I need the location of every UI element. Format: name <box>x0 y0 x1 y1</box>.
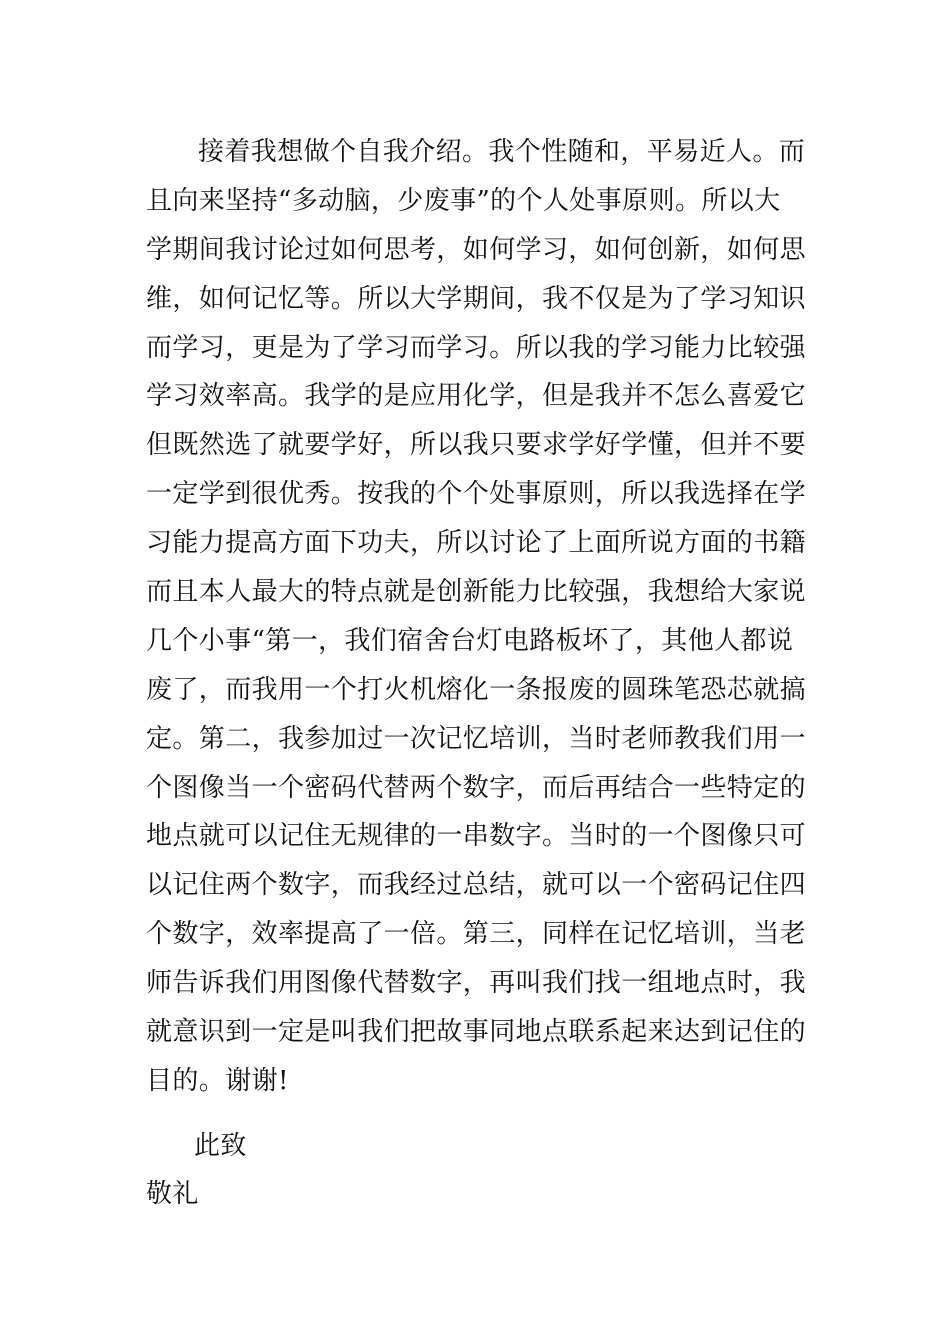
body-paragraph <box>146 128 806 1106</box>
paragraph-line: 就意识到一定是叫我们把故事同地点联系起来达到记住的 <box>146 1017 807 1048</box>
paragraph-line: 地点就可以记住无规律的一串数字。当时的一个图像只可 <box>146 821 807 852</box>
paragraph-line: 目的。谢谢! <box>146 1065 289 1096</box>
paragraph-line: 定。第二，我参加过一次记忆培训，当时老师教我们用一 <box>146 723 807 754</box>
closing-regards: 敬礼 <box>146 1179 199 1209</box>
paragraph-line: 一定学到很优秀。按我的个个处事原则，所以我选择在学 <box>146 479 807 510</box>
paragraph-line: 师告诉我们用图像代替数字，再叫我们找一组地点时，我 <box>146 968 807 999</box>
paragraph-line: 维，如何记忆等。所以大学期间，我不仅是为了学习知识 <box>146 283 807 314</box>
paragraph-line: 习能力提高方面下功夫，所以讨论了上面所说方面的书籍 <box>146 528 807 559</box>
paragraph-line: 以记住两个数字，而我经过总结，就可以一个密码记住四 <box>146 870 807 901</box>
closing-salutation: 此致 <box>194 1131 247 1161</box>
paragraph-line: 学习效率高。我学的是应用化学，但是我并不怎么喜爱它 <box>146 381 807 412</box>
paragraph-line: 废了，而我用一个打火机熔化一条报废的圆珠笔恐芯就搞 <box>146 674 807 705</box>
paragraph-line: 且向来坚持“多动脑，少废事”的个人处事原则。所以大 <box>146 185 781 216</box>
paragraph-line: 学期间我讨论过如何思考，如何学习，如何创新，如何思 <box>146 234 807 265</box>
paragraph-line: 而学习，更是为了学习而学习。所以我的学习能力比较强 <box>146 332 807 363</box>
paragraph-line: 个数字，效率提高了一倍。第三，同样在记忆培训，当老 <box>146 919 807 950</box>
paragraph-line: 接着我想做个自我介绍。我个性随和，平易近人。而 <box>198 137 806 167</box>
paragraph-line: 而且本人最大的特点就是创新能力比较强，我想给大家说 <box>146 577 807 608</box>
paragraph-line: 几个小事“第一，我们宿舍台灯电路板坏了，其他人都说 <box>146 625 794 656</box>
paragraph-line: 但既然选了就要学好，所以我只要求学好学懂，但并不要 <box>146 430 807 461</box>
paragraph-line: 个图像当一个密码代替两个数字，而后再结合一些特定的 <box>146 772 807 803</box>
